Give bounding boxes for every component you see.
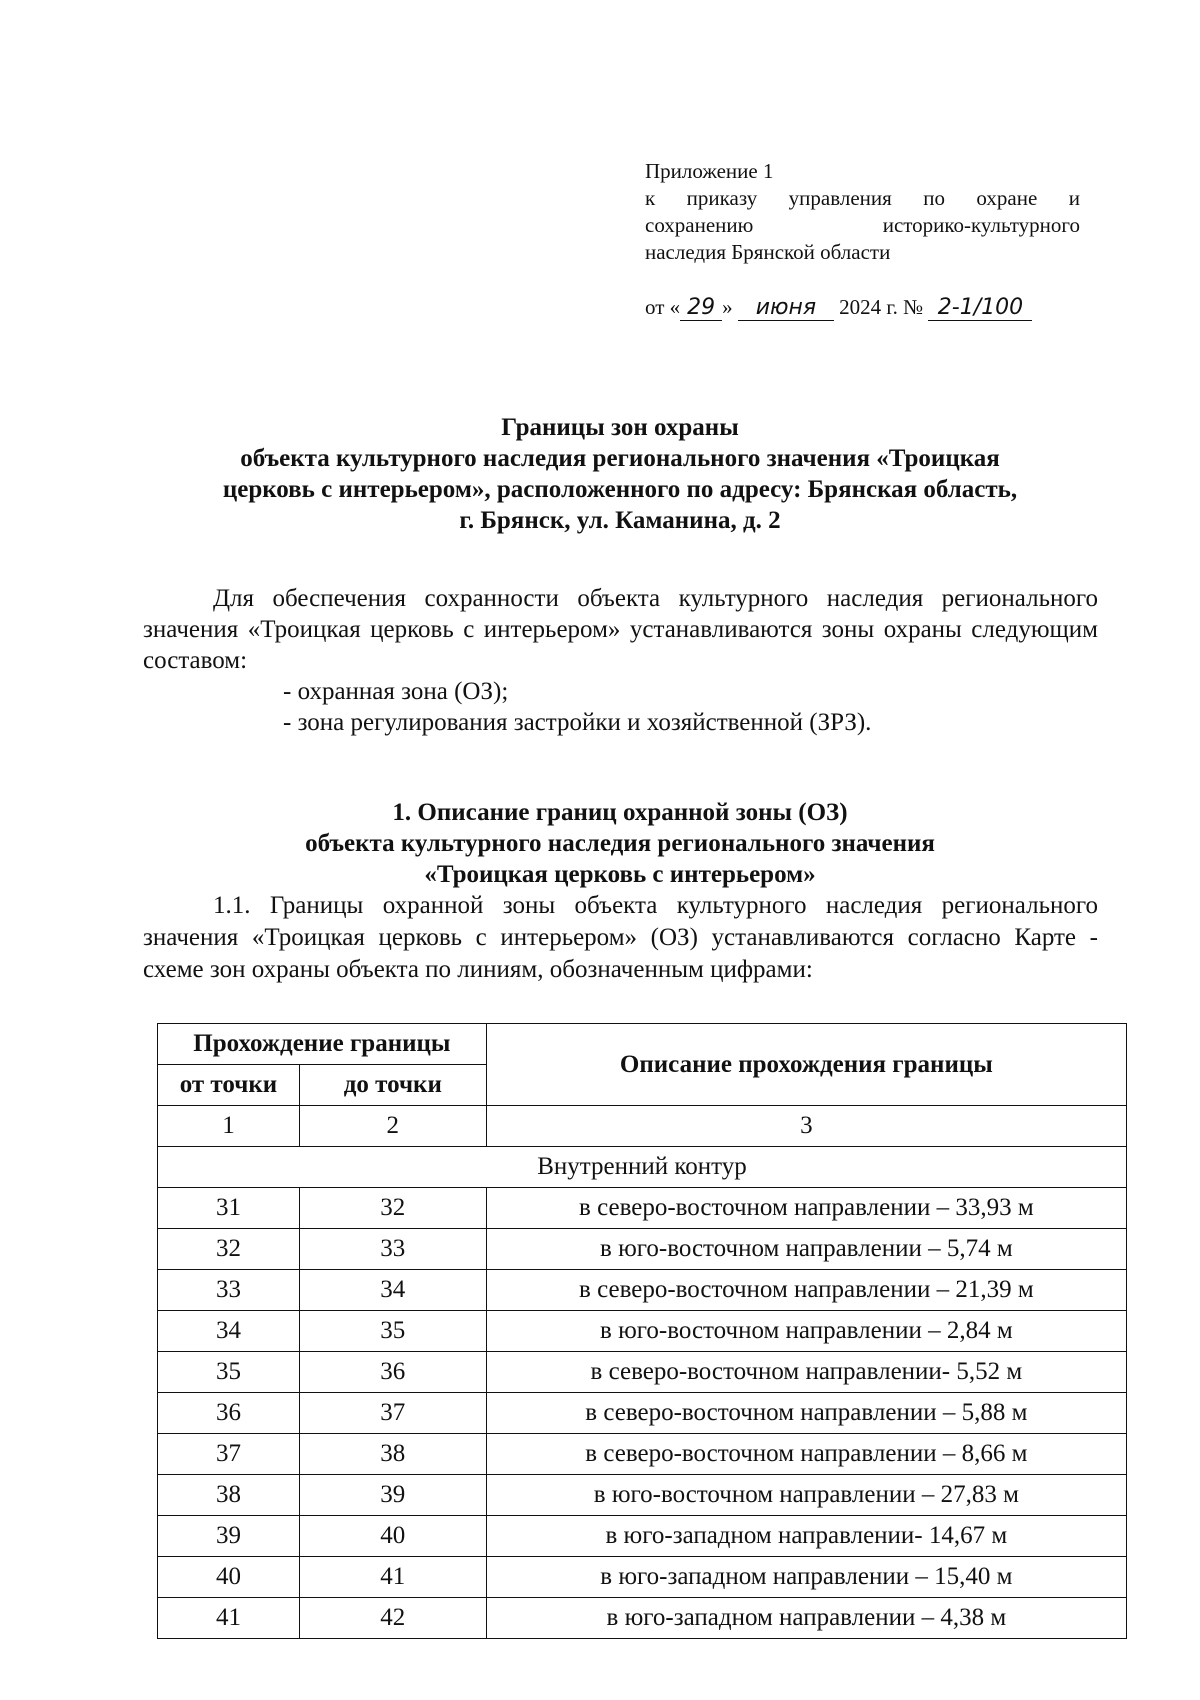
to-point: 36: [299, 1352, 486, 1393]
contour-label: Внутренний контур: [158, 1147, 1127, 1188]
document-title: [150, 412, 1090, 536]
handwritten-order-number: 2-1/100: [928, 296, 1032, 321]
from-point: 35: [158, 1352, 300, 1393]
to-point: 39: [299, 1475, 486, 1516]
table-row: [158, 1557, 1127, 1598]
boundary-description: в юго-восточном направлении – 5,74 м: [486, 1229, 1126, 1270]
table-row: [158, 1188, 1127, 1229]
boundary-description: в юго-восточном направлении – 27,83 м: [486, 1475, 1126, 1516]
intro-list-item: - охранная зона (ОЗ);: [283, 678, 509, 705]
header-from-point: от точки: [158, 1065, 300, 1106]
intro-paragraph: Для обеспечения сохранности объекта культурного наследия регионального значения «Троицкая церковь с интерьером» устанавливаются зоны охраны следующим составом:: [143, 585, 1098, 674]
table-row: [158, 1352, 1127, 1393]
appendix-title: Приложение 1: [645, 159, 774, 183]
appendix-block: [645, 158, 1080, 321]
section-title-line: «Троицкая церковь с интерьером»: [424, 861, 816, 888]
table-row: [158, 1311, 1127, 1352]
title-line: церковь с интерьером», расположенного по адресу: Брянская область,: [222, 476, 1018, 503]
to-point: 35: [299, 1311, 486, 1352]
appendix-line: наследия Брянской области: [645, 240, 891, 264]
title-line: объекта культурного наследия регионального значения «Троицкая: [240, 445, 1000, 472]
from-point: 32: [158, 1229, 300, 1270]
boundary-description: в юго-восточном направлении – 2,84 м: [486, 1311, 1126, 1352]
table-row: [158, 1516, 1127, 1557]
section-1-title: [150, 797, 1090, 890]
to-point: 34: [299, 1270, 486, 1311]
boundary-description: в северо-восточном направлении- 5,52 м: [486, 1352, 1126, 1393]
from-point: 31: [158, 1188, 300, 1229]
to-point: 38: [299, 1434, 486, 1475]
table-row: [158, 1229, 1127, 1270]
section-title-line: 1. Описание границ охранной зоны (ОЗ): [392, 799, 848, 826]
boundary-description: в северо-восточном направлении – 33,93 м: [486, 1188, 1126, 1229]
boundary-table: [157, 1023, 1127, 1639]
from-point: 40: [158, 1557, 300, 1598]
from-point: 36: [158, 1393, 300, 1434]
to-point: 37: [299, 1393, 486, 1434]
to-point: 32: [299, 1188, 486, 1229]
table-row: [158, 1598, 1127, 1639]
boundary-description: в северо-восточном направлении – 8,66 м: [486, 1434, 1126, 1475]
table-row: [158, 1434, 1127, 1475]
to-point: 40: [299, 1516, 486, 1557]
order-year: 2024 г. №: [839, 295, 924, 319]
date-prefix: от «: [645, 295, 681, 319]
section-title-line: объекта культурного наследия регионального значения: [305, 830, 935, 857]
boundary-description: в юго-западном направлении – 15,40 м: [486, 1557, 1126, 1598]
to-point: 42: [299, 1598, 486, 1639]
from-point: 38: [158, 1475, 300, 1516]
section-1-paragraph: 1.1. Границы охранной зоны объекта культурного наследия регионального значения «Троицкая церковь с интерьером» (ОЗ) устанавливаются согласно Карте - схеме зон охраны объекта по линиям, обозначенным цифрами:: [143, 892, 1098, 983]
intro-list-item: - зона регулирования застройки и хозяйственной (ЗРЗ).: [283, 709, 872, 736]
table-row: [158, 1475, 1127, 1516]
appendix-line: сохранению историко-культурного: [645, 213, 1080, 237]
column-number: 2: [299, 1106, 486, 1147]
title-line: г. Брянск, ул. Каманина, д. 2: [459, 507, 781, 534]
table-row: [158, 1393, 1127, 1434]
header-description: Описание прохождения границы: [486, 1024, 1126, 1106]
column-number: 3: [486, 1106, 1126, 1147]
handwritten-day: 29: [680, 296, 722, 321]
from-point: 41: [158, 1598, 300, 1639]
boundary-description: в северо-восточном направлении – 21,39 м: [486, 1270, 1126, 1311]
to-point: 41: [299, 1557, 486, 1598]
from-point: 39: [158, 1516, 300, 1557]
appendix-line: к приказу управления по охране и: [645, 186, 1080, 210]
table-row: [158, 1270, 1127, 1311]
handwritten-month: июня: [738, 296, 834, 321]
to-point: 33: [299, 1229, 486, 1270]
from-point: 33: [158, 1270, 300, 1311]
boundary-description: в северо-восточном направлении – 5,88 м: [486, 1393, 1126, 1434]
header-to-point: до точки: [299, 1065, 486, 1106]
header-boundary-passage: Прохождение границы: [158, 1024, 487, 1065]
title-line: Границы зон охраны: [501, 414, 739, 441]
intro-section: [143, 583, 1098, 738]
order-date-line: [645, 294, 1080, 321]
boundary-description: в юго-западном направлении- 14,67 м: [486, 1516, 1126, 1557]
from-point: 34: [158, 1311, 300, 1352]
from-point: 37: [158, 1434, 300, 1475]
date-mid: »: [722, 295, 733, 319]
column-number: 1: [158, 1106, 300, 1147]
boundary-description: в юго-западном направлении – 4,38 м: [486, 1598, 1126, 1639]
